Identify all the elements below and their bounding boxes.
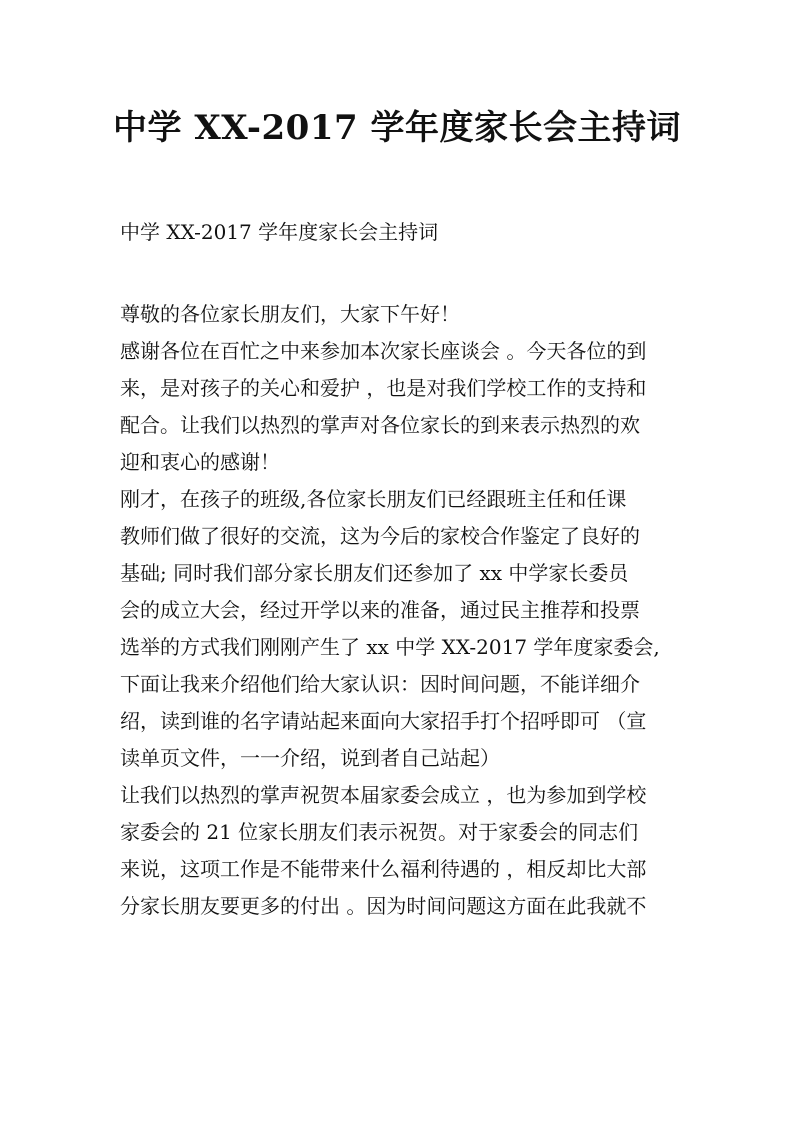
document-subtitle: 中学 XX-2017 学年度家长会主持词 — [120, 220, 439, 244]
body-text-line: 迎和衷心的感谢！ — [120, 450, 280, 474]
body-text-line: 教师们做了很好的交流，这为今后的家校合作鉴定了良好的 — [120, 524, 640, 548]
body-text-line: 刚才，在孩子的班级,各位家长朋友们已经跟班主任和任课 — [120, 487, 627, 511]
body-text-line: 来说，这项工作是不能带来什么福利待遇的 ，相反却比大部 — [120, 857, 647, 881]
body-text-line: 基础; 同时我们部分家长朋友们还参加了 xx 中学家长委员 — [120, 561, 629, 585]
body-text-line: 感谢各位在百忙之中来参加本次家长座谈会 。今天各位的到 — [120, 339, 647, 363]
body-text-line: 会的成立大会，经过开学以来的准备，通过民主推荐和投票 — [120, 598, 640, 622]
body-text-line: 分家长朋友要更多的付出 。因为时间问题这方面在此我就不 — [120, 894, 647, 918]
body-text-line: 来，是对孩子的关心和爱护 ，也是对我们学校工作的支持和 — [120, 376, 647, 400]
body-text-line: 绍，读到谁的名字请站起来面向大家招手打个招呼即可 （宣 — [120, 709, 647, 733]
body-text-line: 选举的方式我们刚刚产生了 xx 中学 XX-2017 学年度家委会, — [120, 635, 660, 659]
body-text-line: 家委会的 21 位家长朋友们表示祝贺。对于家委会的同志们 — [120, 820, 639, 844]
body-text-line: 尊敬的各位家长朋友们，大家下午好！ — [120, 302, 460, 326]
body-text-line: 配合。让我们以热烈的掌声对各位家长的到来表示热烈的欢 — [120, 413, 640, 437]
document-body — [120, 296, 680, 925]
body-text-line: 下面让我来介绍他们给大家认识：因时间问题，不能详细介 — [120, 672, 640, 696]
document-title: 中学 XX-2017 学年度家长会主持词 — [113, 108, 681, 148]
body-text-line: 读单页文件，一一介绍，说到者自己站起） — [120, 746, 500, 770]
body-text-line: 让我们以热烈的掌声祝贺本届家委会成立 ，也为参加到学校 — [120, 783, 647, 807]
